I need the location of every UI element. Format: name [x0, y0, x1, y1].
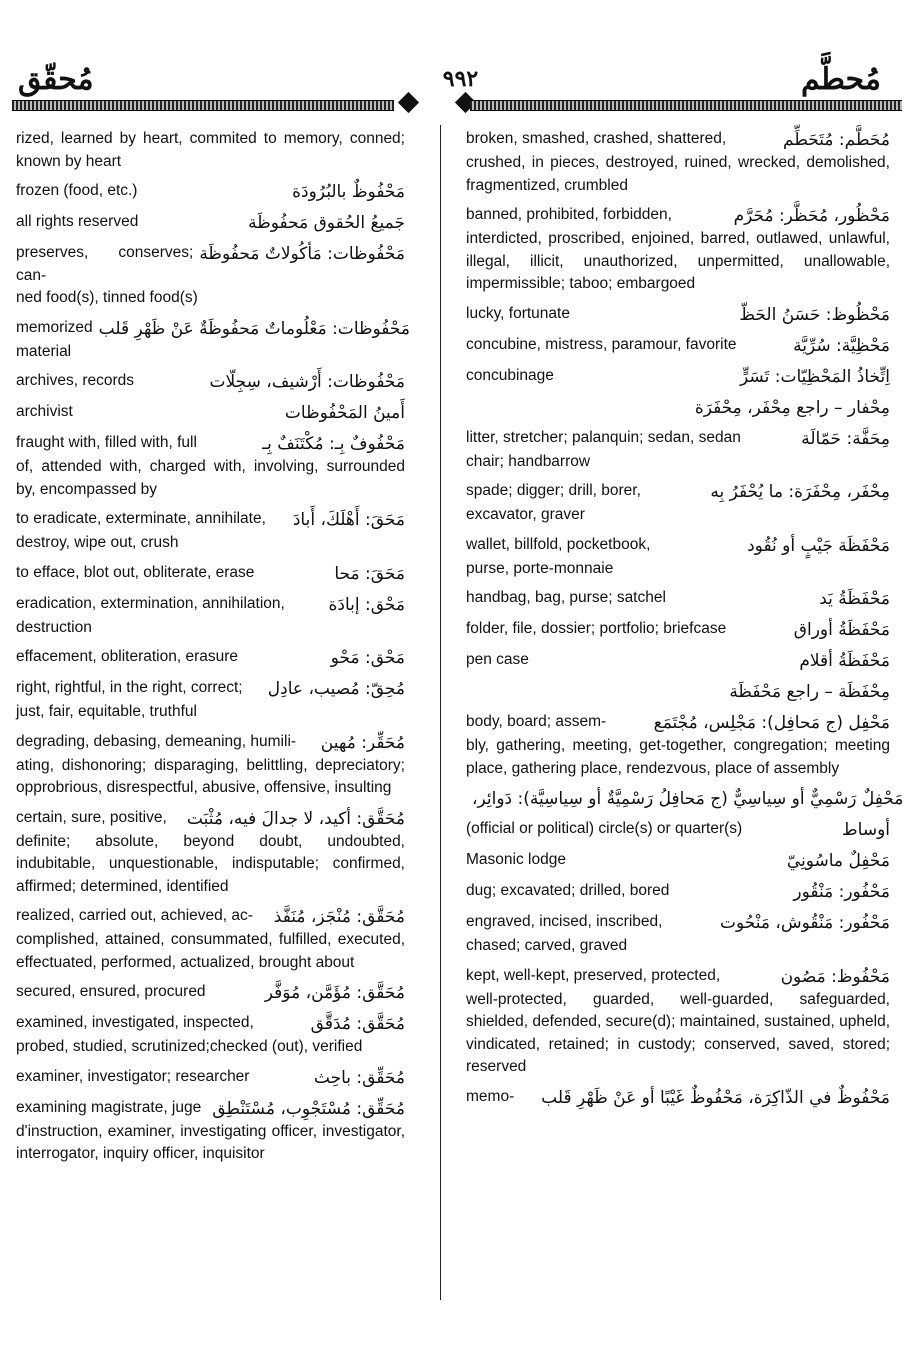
entry-translation: broken, smashed, crashed, shattered,	[466, 130, 727, 147]
entry-translation: secured, ensured, procured	[16, 983, 206, 1000]
entry-translation: wallet, billfold, pocketbook,	[466, 535, 651, 553]
entry-translation-continued: ating, dishonoring; disparaging, belittling, depreciatory; opprobrious, disrespectful, abusive, offensive, insulting	[16, 756, 405, 796]
entry-translation-continued: ned food(s), tinned food(s)	[16, 289, 198, 306]
dictionary-entry	[466, 680, 890, 704]
dictionary-entry	[466, 880, 890, 904]
entry-translation: concubinage	[466, 366, 554, 384]
entry-translation: kept, well-kept, preserved, protected,	[466, 966, 721, 984]
entry-arabic-headword: مُحَقَّق: مُؤَمَّن، مُوَفَّر	[264, 983, 405, 1003]
entry-arabic-headword: مَحْفُوفٌ بِـ: مُكْتَنَفٌ بِـ	[262, 434, 405, 454]
entry-translation-continued: definite; absolute, beyond doubt, undoubted, indubitable, unquestionable, indisputable; confirmed, affirmed; determined, identified	[16, 832, 405, 895]
entry-translation: right, rightful, in the right, correct;	[16, 679, 243, 696]
dictionary-entry	[16, 211, 405, 235]
entry-arabic-headword: مَحْظُوظ: حَسَنُ الحَظّ	[739, 304, 890, 325]
entry-arabic-headword: مِحْفَر، مِحْفَرَة: ما يُحْفَرُ بِه	[710, 482, 890, 502]
entry-translation: engraved, incised, inscribed,	[466, 913, 663, 930]
dictionary-entry	[16, 432, 405, 501]
dictionary-entry	[16, 128, 405, 173]
entry-translation-continued: well-protected, guarded, well-guarded, safeguarded, shielded, defended, secure(d); maintained, sustained, upheld, vindicated, retained; in custody; conserved, saved, stored; reserved	[466, 990, 890, 1075]
entry-arabic-headword: مِحَفَّة: حَمّالَة	[801, 428, 890, 449]
dictionary-entry	[16, 593, 405, 640]
left-column	[16, 128, 410, 1173]
entry-arabic-headword: مَحْفَظَةُ أقلام	[799, 651, 890, 671]
entry-arabic-headword: مَحْق: إبادَة	[328, 594, 405, 615]
diamond-ornament-icon	[398, 92, 419, 113]
entry-translation: archives, records	[16, 372, 135, 389]
entry-translation: to eradicate, exterminate, annihilate,	[16, 510, 266, 527]
dictionary-entry	[466, 427, 890, 474]
dictionary-entry	[16, 317, 410, 364]
dictionary-entry	[466, 334, 890, 358]
entry-arabic-headword: مُحَقِّر: مُهين	[320, 732, 405, 753]
entry-arabic-headword: مَحَقَ: مَحا	[334, 563, 405, 584]
entry-translation-continued: destruction	[16, 618, 92, 636]
entry-arabic-headword: مَحْفُور: مَنْقُوش، مَنْحُوت	[719, 913, 890, 933]
entry-arabic-headword: مَحْفَظَة جَيْبٍ أو نُقُود	[747, 535, 890, 556]
entry-translation: examiner, investigator; researcher	[16, 1067, 250, 1085]
header-rule-left	[12, 100, 394, 111]
entry-translation: to efface, blot out, obliterate, erase	[16, 563, 255, 581]
entry-translation: handbag, bag, purse; satchel	[466, 589, 666, 606]
dictionary-entry	[16, 180, 405, 204]
dictionary-entry	[16, 562, 405, 586]
entry-arabic-headword: جَميعُ الحُقوق مَحفُوظَة	[248, 213, 405, 233]
dictionary-entry	[16, 1066, 405, 1090]
dictionary-entry	[466, 365, 890, 389]
entry-arabic-headword: مِحْفَظَة – راجع مَحْفَظَة	[729, 682, 890, 702]
entry-translation: fraught with, filled with, full	[16, 434, 197, 451]
entry-translation: concubine, mistress, paramour, favorite	[466, 335, 737, 353]
entry-arabic-headword: مُحَقِّق: باحِث	[313, 1067, 405, 1088]
right-column	[466, 128, 904, 1117]
entry-arabic-headword: مِحْفار – راجع مِحْفَر، مِحْفَرَة	[694, 397, 890, 418]
entry-translation-continued: bly, gathering, meeting, get-together, congregation; meeting place, gathering place, rendezvous, place of assembly	[466, 737, 890, 777]
entry-translation: (official or political) circle(s) or quarter(s)	[466, 820, 743, 837]
dictionary-entry	[466, 618, 890, 642]
entry-translation: rized, learned by heart, commited to memory, conned; known by heart	[16, 130, 405, 170]
dictionary-entry	[466, 204, 890, 296]
entry-translation: realized, carried out, achieved, ac-	[16, 907, 253, 924]
entry-translation: lucky, fortunate	[466, 304, 570, 322]
guide-word-left: مُحقّق	[18, 62, 94, 97]
entry-translation: banned, prohibited, forbidden,	[466, 206, 672, 223]
dictionary-entry	[466, 534, 890, 581]
entry-translation: dug; excavated; drilled, bored	[466, 882, 670, 899]
header-rule-right	[470, 100, 902, 111]
entry-arabic-headword: أَمينُ المَحْفُوظات	[284, 403, 405, 423]
entry-arabic-headword: مُحَطَّم: مُتَحَطِّم	[783, 130, 890, 150]
entry-arabic-headword: مَحْفُور: مَنْقُور	[793, 882, 890, 902]
dictionary-entry	[466, 965, 890, 1079]
entry-translation-continued: chased; carved, graved	[466, 937, 628, 954]
entry-translation: folder, file, dossier; portfolio; briefcase	[466, 620, 727, 637]
entry-arabic-headword: مُحَقَّق: أكيد، لا جدالَ فيه، مُثْبَت	[186, 808, 405, 829]
entry-translation: Masonic lodge	[466, 851, 566, 868]
entry-arabic-headword: مَحْفُوظات: مَأكُولاتٌ مَحفُوظَة	[199, 244, 405, 264]
entry-translation-continued: of, attended with, charged with, involving, surrounded by, encompassed by	[16, 458, 405, 498]
entry-translation: all rights reserved	[16, 213, 139, 230]
column-divider	[440, 125, 441, 1300]
entry-arabic-headword: مُحَقَّق: مُدَقَّق	[310, 1014, 405, 1034]
dictionary-entry	[16, 1097, 405, 1166]
entry-translation: eradication, extermination, annihilation,	[16, 594, 285, 612]
dictionary-entry	[466, 818, 890, 842]
entry-translation: pen case	[466, 651, 529, 668]
entry-translation-continued: interdicted, proscribed, enjoined, barred, outlawed, unlawful, illegal, illicit, unauthorized, unpermitted, unallowable, impermissible; taboo; embargoed	[466, 230, 890, 292]
entry-translation-continued: probed, studied, scrutinized;checked (out), verified	[16, 1038, 363, 1055]
dictionary-entry	[466, 128, 890, 197]
entry-arabic-headword: أوساط	[841, 820, 890, 840]
dictionary-entry	[466, 849, 890, 873]
dictionary-entry	[466, 649, 890, 673]
entry-arabic-headword: مَحَقَ: أَهْلَكَ، أَبادَ	[292, 510, 405, 530]
entry-translation-continued: complished, attained, consummated, fulfilled, executed, effectuated, performed, actualized, brought about	[16, 931, 405, 971]
entry-translation: memo-	[466, 1087, 515, 1105]
entry-arabic-headword: مُحَقِّق: مُسْتَجْوِب، مُسْتَنْطِق	[212, 1098, 405, 1119]
entry-arabic-headword: مَحْفِلٌ ماسُونِيّ	[786, 851, 890, 871]
dictionary-entry	[466, 787, 904, 811]
entry-arabic-headword: مُحَقَّق: مُنْجَز، مُنَفَّذ	[273, 907, 405, 927]
entry-translation: frozen (food, etc.)	[16, 182, 138, 199]
entry-translation: examined, investigated, inspected,	[16, 1014, 254, 1031]
entry-arabic-headword: مَحْفَظَةُ يَد	[819, 589, 890, 609]
guide-word-right: مُحطَّم	[800, 62, 881, 97]
dictionary-entry	[16, 807, 405, 899]
entry-arabic-headword: مَحْفُوظ: مَصُون	[780, 966, 890, 987]
page-number: ٩٩٢	[442, 66, 479, 92]
dictionary-entry	[16, 731, 405, 800]
entry-translation: effacement, obliteration, erasure	[16, 648, 239, 665]
entry-arabic-headword: مَحْفُوظات: أَرْشيف، سِجِلّات	[209, 372, 405, 392]
entry-arabic-headword: اِتِّخاذُ المَحْظِيّات: تَسَرٍّ	[740, 366, 890, 387]
entry-arabic-headword: مَحْفُوظٌ في الذّاكِرَة، مَحْفُوظٌ غَيْبًا أو عَنْ ظَهْرِ قَلب	[541, 1087, 890, 1108]
entry-arabic-headword: مُحِقّ: مُصيب، عادِل	[267, 679, 405, 699]
entry-translation-continued: material	[16, 342, 72, 360]
entry-arabic-headword: مَحْظِيَّة: سُرِّيَّة	[793, 335, 890, 356]
entry-translation: degrading, debasing, demeaning, humili-	[16, 732, 297, 750]
dictionary-entry	[16, 508, 405, 555]
dictionary-entry	[466, 303, 890, 327]
entry-arabic-headword: مَحْفَظَةُ أوراق	[793, 620, 890, 640]
entry-translation: spade; digger; drill, borer,	[466, 482, 641, 499]
dictionary-entry	[16, 646, 405, 670]
entry-arabic-headword: مَحْق: مَحْو	[330, 648, 405, 668]
page-header	[0, 0, 921, 120]
dictionary-entry	[16, 1012, 405, 1059]
dictionary-entry	[466, 587, 890, 611]
dictionary-entry	[16, 401, 405, 425]
dictionary-entry	[16, 677, 405, 724]
dictionary-entry	[466, 480, 890, 527]
entry-translation: preserves, conserves; can-	[16, 244, 194, 284]
entry-translation: litter, stretcher; palanquin; sedan, sedan	[466, 428, 741, 446]
dictionary-entry	[16, 981, 405, 1005]
dictionary-entry	[466, 911, 890, 958]
entry-arabic-headword: مَحْظُور، مُحَظَّر: مُحَرَّم	[733, 206, 890, 226]
entry-translation-continued: crushed, in pieces, destroyed, ruined, wrecked, demolished, fragmentized, crumbled	[466, 154, 890, 194]
dictionary-entry	[466, 396, 890, 420]
dictionary-entry	[16, 370, 405, 394]
entry-translation: memorized	[16, 318, 93, 336]
entry-arabic-headword: مَحْفُوظات: مَعْلُوماتٌ مَحفُوظَةٌ عَنْ ظَهْرِ قَلب	[98, 318, 410, 339]
entry-translation-continued: chair; handbarrow	[466, 452, 591, 470]
entry-arabic-headword: مَحْفُوظٌ بالبُرُودَة	[292, 182, 405, 202]
entry-arabic-headword: مَحْفِلٌ رَسْمِيٌّ أو سِياسِيٌّ (ج مَحافِلُ رَسْمِيَّةٌ أو سِياسِيَّة): دَوائِر،	[472, 789, 904, 809]
entry-translation: examining magistrate, juge	[16, 1098, 202, 1116]
entry-translation-continued: excavator, graver	[466, 506, 585, 523]
dictionary-entry	[466, 1086, 890, 1110]
entry-translation-continued: just, fair, equitable, truthful	[16, 703, 197, 720]
dictionary-entry	[16, 242, 405, 310]
entry-translation-continued: d'instruction, examiner, investigating officer, investigator, interrogator, inquiry officer, inquisitor	[16, 1122, 405, 1162]
entry-translation-continued: destroy, wipe out, crush	[16, 534, 179, 551]
entry-arabic-headword: مَحْفِل (ج مَحافِل): مَجْلِس، مُجْتَمَع	[653, 713, 890, 733]
entry-translation: body, board; assem-	[466, 713, 607, 730]
entry-translation-continued: purse, porte-monnaie	[466, 559, 614, 577]
entry-translation: archivist	[16, 403, 73, 420]
dictionary-entry	[466, 711, 890, 780]
dictionary-entry	[16, 905, 405, 974]
entry-translation: certain, sure, positive,	[16, 808, 167, 826]
